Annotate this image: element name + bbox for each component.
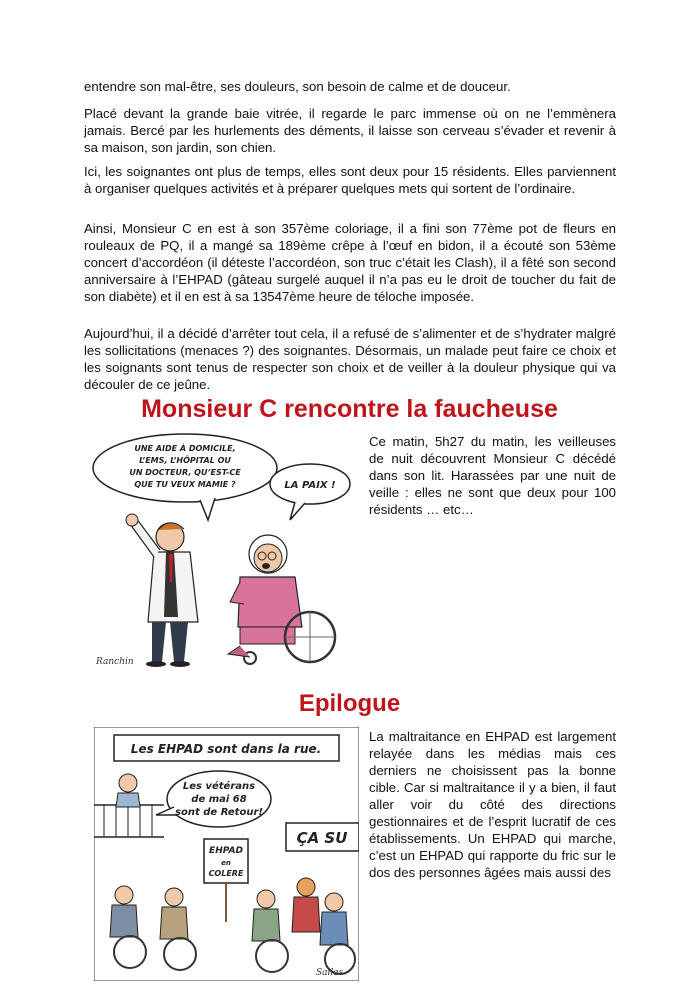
- paragraph-intro: entendre son mal-être, ses douleurs, son besoin de calme et de douceur.: [84, 79, 511, 94]
- sign1-line2: en: [221, 859, 231, 867]
- doctor-figure: [126, 514, 198, 667]
- paragraph-decision: Aujourd’hui, il a décidé d’arrêter tout cela, il a refusé de s’alimenter et de s’hydrater malgré les sollicitations (menaces ?) des soignantes. Désormais, un malade peut faire ce choix et les soignants sont tenus de respecter son choix et de veiller à la douleur physique qui va découler de ce jeûne.: [84, 326, 616, 392]
- cartoon-mamie: [90, 432, 360, 672]
- bubble1-line2: L’EMS, L’HÔPITAL OU: [139, 456, 231, 465]
- section1-text: Ce matin, 5h27 du matin, les veilleuses de nuit découvrent Monsieur C décédé dans son lit. Harassées par une nuit de veille : elles ne sont que deux pour 100 résidents … etc…: [369, 434, 616, 517]
- sign1-line3: COLERE: [208, 869, 244, 878]
- paragraph-window: Placé devant la grande baie vitrée, il regarde le parc immense où on ne l’emmènera jamais. Bercé par les hurlements des déments, il laisse son cerveau s’évader et revenir à sa maison, son jardin, son chien.: [84, 106, 616, 155]
- cartoon-ehpad: [94, 727, 359, 981]
- paragraph-caregivers: Ici, les soignantes ont plus de temps, elles sont deux pour 15 résidents. Elles parviennent à organiser quelques activités et à préparer quelques mets qui sortent de l’ordinaire.: [84, 164, 616, 196]
- veterans-line2: de mai 68: [191, 794, 247, 805]
- section-title-faucheuse: Monsieur C rencontre la faucheuse: [141, 395, 558, 423]
- paragraph-activities: Ainsi, Monsieur C en est à son 357ème coloriage, il a fini son 77ème pot de fleurs en rouleaux de PQ, il a mangé sa 189ème crêpe à l’œuf en bidon, il a écouté son 53ème concert d’accordéon (il déteste l’accordéon, son truc c’était les Clash), il a fêté son second anniversaire à l’EHPAD (gâteau surgelé auquel il n’a pas eu le droit de toucher du fait de son diabète) et il en est à sa 13547ème heure de téloche imposée.: [84, 221, 616, 304]
- bubble2-text: LA PAIX !: [284, 480, 336, 491]
- cartoon1-signature: Ranchin: [96, 657, 134, 667]
- bubble1-line4: QUE TU VEUX MAMIE ?: [134, 480, 236, 489]
- sign1-line1: EHPAD: [209, 846, 243, 856]
- veterans-line1: Les vétérans: [182, 781, 256, 792]
- section2-text: La maltraitance en EHPAD est largement relayée dans les médias mais ces derniers ne choisissent pas la bonne cible. Car si maltraitance il y a bien, il faut aller voir du côté des directions gestionnaires et de l’esprit lucratif de ces établissements. Un EHPAD qui marche, c’est un EHPAD qui rapporte du fric sur le dos des personnes âgées mais aussi des: [369, 729, 616, 880]
- veterans-line3: sont de Retour!: [175, 807, 263, 818]
- bubble1-line3: UN DOCTEUR, QU’EST-CE: [129, 468, 241, 477]
- bubble1-line1: UNE AIDE À DOMICILE,: [134, 444, 236, 453]
- sign2-text: ÇA SU: [296, 829, 348, 847]
- section-title-epilogue: Epilogue: [298, 690, 401, 717]
- grandma-figure: [228, 535, 335, 664]
- cartoon2-signature: Salles: [316, 968, 344, 978]
- banner-text: Les EHPAD sont dans la rue.: [130, 742, 322, 756]
